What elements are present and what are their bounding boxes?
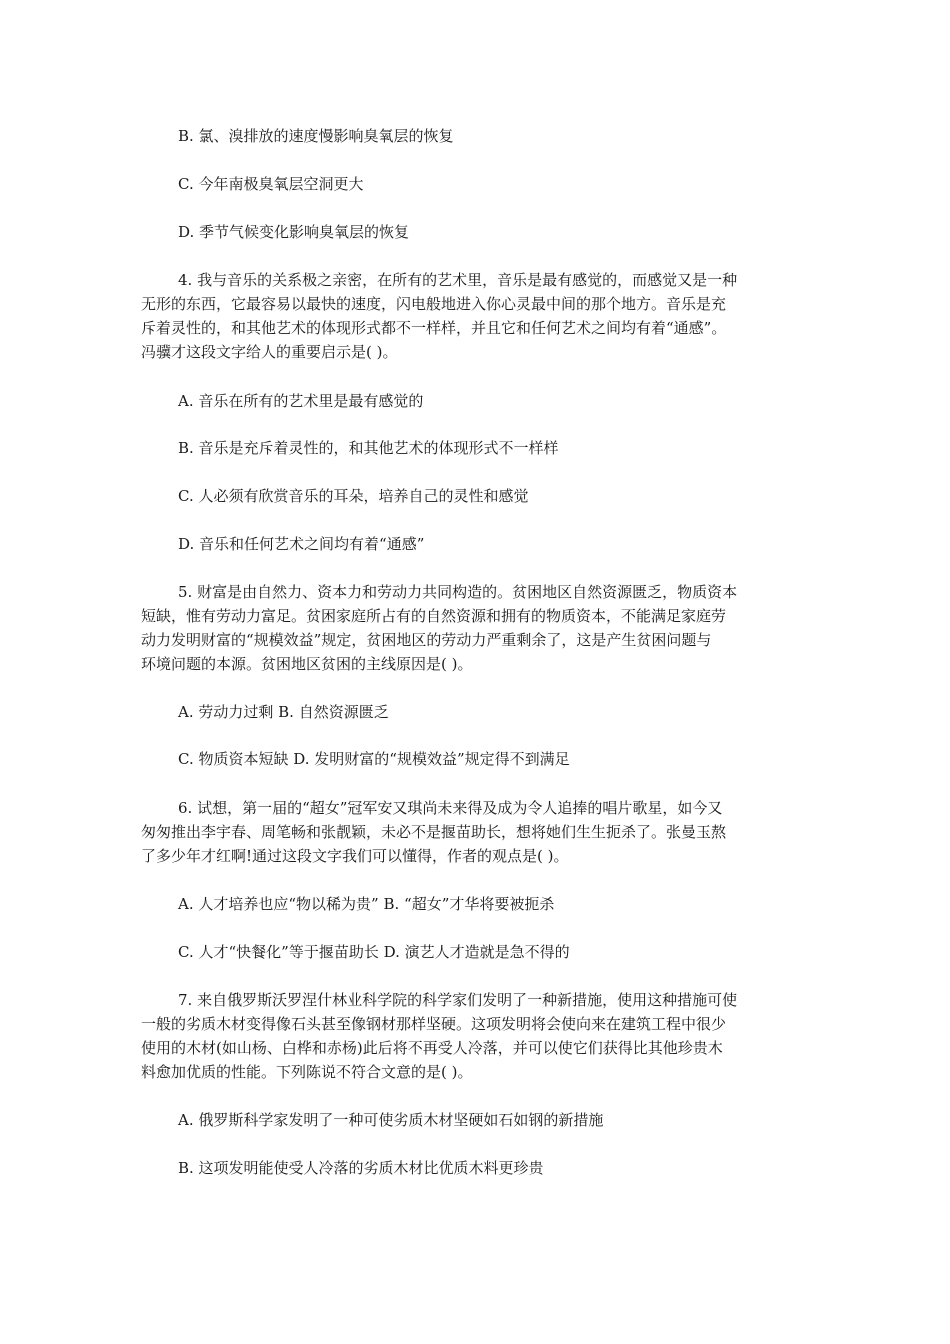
q4-stem-line-1: 4. 我与音乐的关系极之亲密，在所有的艺术里，音乐是最有感觉的，而感觉又是一种 (178, 271, 738, 289)
q4-stem-line-2: 无形的东西，它最容易以最快的速度，闪电般地进入你心灵最中间的那个地方。音乐是充 (141, 295, 727, 313)
q7-stem-line-1: 7. 来自俄罗斯沃罗涅什林业科学院的科学家们发明了一种新措施，使用这种措施可使 (178, 991, 738, 1009)
q4-option-c: C. 人必须有欣赏音乐的耳朵，培养自己的灵性和感觉 (178, 487, 529, 505)
q3-option-d: D. 季节气候变化影响臭氧层的恢复 (178, 223, 410, 241)
q6-stem-line-1: 6. 试想，第一届的“超女”冠军安又琪尚未来得及成为令人追捧的唱片歌星，如今又 (178, 799, 723, 817)
q6-stem-line-3: 了多少年才红啊!通过这段文字我们可以懂得，作者的观点是( )。 (141, 847, 569, 865)
q4-option-a: A. 音乐在所有的艺术里是最有感觉的 (178, 392, 424, 410)
q6-options-cd: C. 人才“快餐化”等于揠苗助长 D. 演艺人才造就是急不得的 (178, 943, 570, 961)
q7-stem-line-2: 一般的劣质木材变得像石头甚至像钢材那样坚硬。这项发明将会使向来在建筑工程中很少 (141, 1015, 727, 1033)
q5-stem-line-3: 动力发明财富的“规模效益”规定，贫困地区的劳动力严重剩余了，这是产生贫困问题与 (141, 631, 712, 649)
q5-stem-line-2: 短缺，惟有劳动力富足。贫困家庭所占有的自然资源和拥有的物质资本，不能满足家庭劳 (141, 607, 727, 625)
q7-stem-line-3: 使用的木材(如山杨、白桦和赤杨)此后将不再受人冷落，并可以使它们获得比其他珍贵木 (141, 1039, 723, 1057)
q7-option-a: A. 俄罗斯科学家发明了一种可使劣质木材坚硬如石如钢的新措施 (178, 1111, 604, 1129)
q5-options-ab: A. 劳动力过剩 B. 自然资源匮乏 (178, 703, 389, 721)
q5-stem-line-4: 环境问题的本源。贫困地区贫困的主线原因是( )。 (141, 655, 473, 673)
q6-options-ab: A. 人才培养也应“物以稀为贵” B. “超女”才华将要被扼杀 (178, 895, 555, 913)
q7-stem-line-4: 料愈加优质的性能。下列陈说不符合文意的是( )。 (141, 1063, 473, 1081)
q3-option-b: B. 氯、溴排放的速度慢影响臭氧层的恢复 (178, 127, 454, 145)
q4-stem-line-4: 冯骥才这段文字给人的重要启示是( )。 (141, 343, 398, 361)
q6-stem-line-2: 匆匆推出李宇春、周笔畅和张靓颖，未必不是揠苗助长，想将她们生生扼杀了。张曼玉熬 (141, 823, 727, 841)
q4-stem-line-3: 斥着灵性的，和其他艺术的体现形式都不一样样，并且它和任何艺术之间均有着“通感”。 (141, 319, 727, 337)
q4-option-d: D. 音乐和任何艺术之间均有着“通感” (178, 535, 425, 553)
q7-option-b: B. 这项发明能使受人冷落的劣质木材比优质木料更珍贵 (178, 1159, 544, 1177)
q5-stem-line-1: 5. 财富是由自然力、资本力和劳动力共同构造的。贫困地区自然资源匮乏，物质资本 (178, 583, 738, 601)
q3-option-c: C. 今年南极臭氧层空洞更大 (178, 175, 364, 193)
q5-options-cd: C. 物质资本短缺 D. 发明财富的“规模效益”规定得不到满足 (178, 750, 570, 768)
q4-option-b: B. 音乐是充斥着灵性的，和其他艺术的体现形式不一样样 (178, 439, 559, 457)
